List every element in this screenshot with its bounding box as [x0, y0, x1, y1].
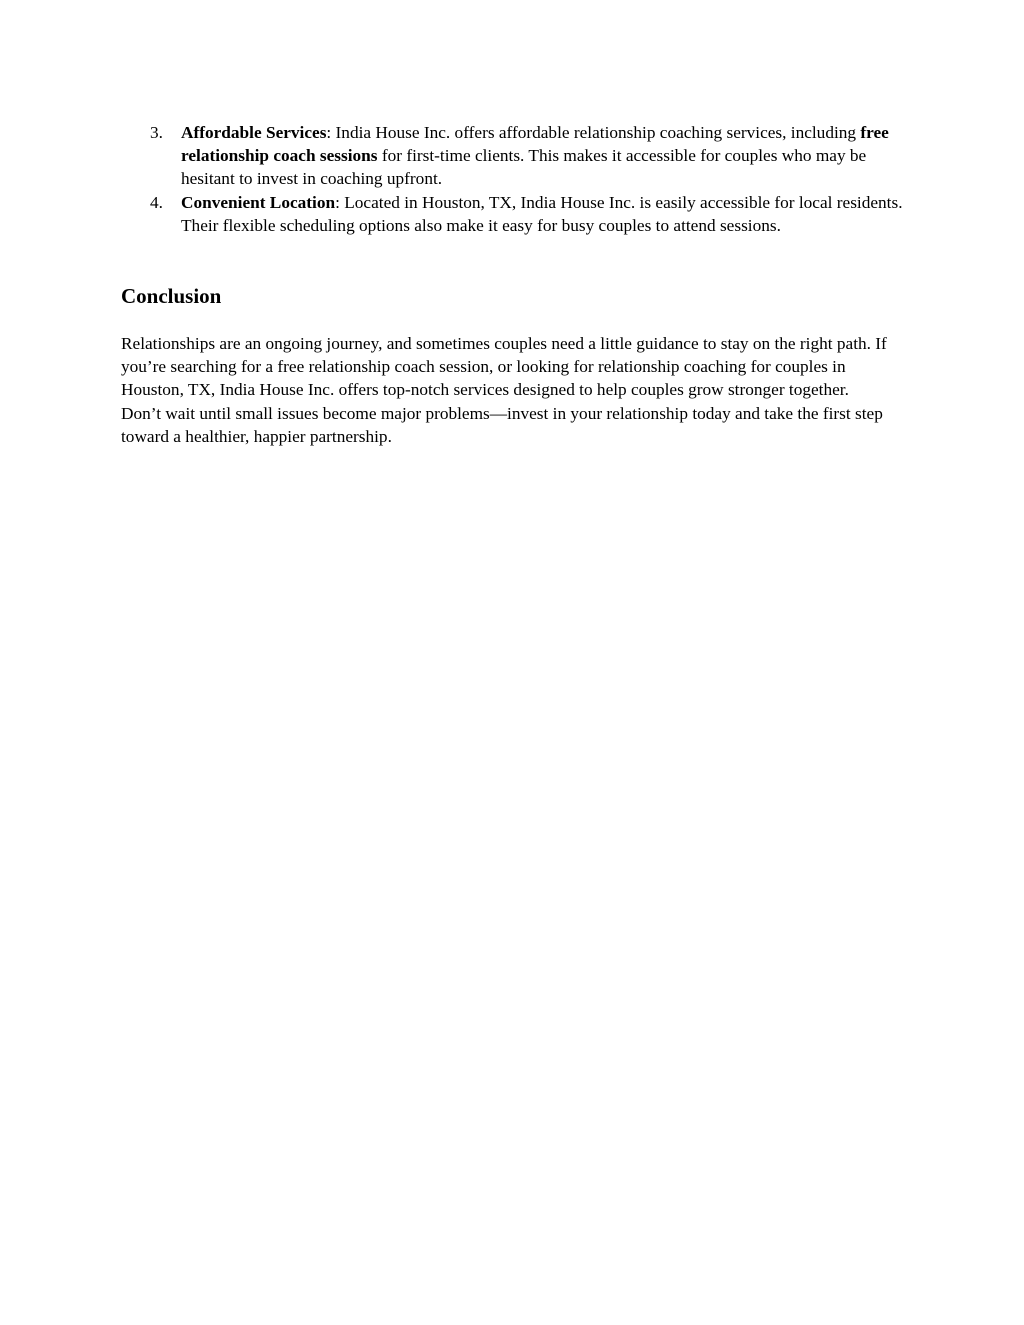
benefits-list [120, 121, 910, 237]
list-item-title: Convenient Location [181, 192, 336, 212]
list-item-convenient-location [120, 191, 910, 237]
list-item-text: : Located in Houston, TX, India House Inc. is easily accessible for local residents. Their flexible scheduling options also make it easy for busy couples to attend sessions. [181, 192, 903, 235]
list-item-text: : India House Inc. offers affordable relationship coaching services, including [326, 123, 861, 142]
conclusion-heading: Conclusion [121, 284, 222, 308]
list-item-title: Affordable Services [181, 123, 327, 142]
list-number: 3. [150, 123, 163, 142]
list-item-emphasis: free relationship coach sessions [181, 123, 889, 166]
conclusion-paragraph: Relationships are an ongoing journey, and sometimes couples need a little guidance to stay on the right path. If you’re searching for a free relationship coach session, or looking for relationship coaching for couples in Houston, TX, India House Inc. offers top-notch services designed to help couples grow stronger together. Don’t wait until small issues become major problems—invest in your relationship today and take the first step toward a healthier, happier partnership. [121, 334, 887, 446]
list-item-affordable-services [120, 121, 910, 191]
list-item-text: for first-time clients. This makes it accessible for couples who may be hesitant to invest in coaching upfront. [181, 146, 867, 189]
list-number: 4. [150, 192, 163, 212]
